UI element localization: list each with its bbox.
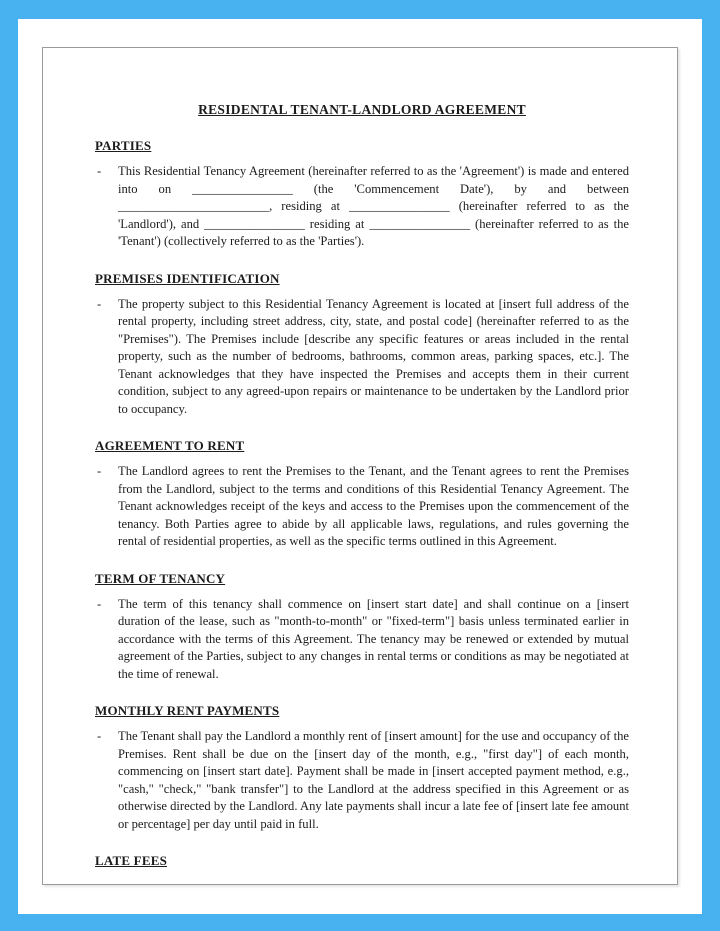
section-paragraph	[95, 596, 629, 684]
bullet-dash: -	[97, 164, 102, 178]
document-section	[95, 270, 629, 419]
document-page	[42, 47, 678, 885]
section-heading: TERM OF TENANCY	[95, 570, 226, 586]
section-paragraph	[95, 463, 629, 551]
section-paragraph	[95, 296, 629, 419]
section-paragraph	[95, 728, 629, 833]
bullet-dash: -	[97, 596, 102, 611]
section-heading: LATE FEES	[95, 853, 167, 868]
document-section	[95, 437, 629, 551]
document-section	[95, 702, 629, 833]
paragraph-text: The Landlord agrees to rent the Premises to the Tenant, and the Tenant agrees to rent the Premises from the Landlord, subject to the terms and conditions of this Residential Tenancy Agreement. The Tenant acknowledges receipt of the keys and access to the Premises upon the commencement of the tenancy. Both Parties agree to abide by all applicable laws, regulations, and rules governing the rental of residential properties, as well as the specific terms outlined in this Agreement.	[118, 464, 629, 548]
section-paragraph	[95, 163, 629, 251]
section-heading: PARTIES	[95, 138, 152, 153]
paragraph-text: The Tenant shall pay the Landlord a monthly rent of [insert amount] for the use and occupancy of the Premises. Rent shall be due on the [insert day of the month, e.g., "first day"] of each month, commencing on [insert start date]. Payment shall be made in [insert accepted payment method, e.g., "cash," "check," "bank transfer"] to the Landlord at the address specified in this Agreement or as otherwise directed by the Landlord. Any late payments shall incur a late fee of [insert late fee amount or percentage] per day until paid in full.	[118, 729, 629, 831]
document-content	[43, 48, 677, 869]
section-heading: AGREEMENT TO RENT	[95, 438, 245, 453]
bullet-dash: -	[97, 296, 102, 311]
paragraph-text: The property subject to this Residential Tenancy Agreement is located at [insert full address of the rental property, including street address, city, state, and postal code] (hereinafter referred to as the "Premises"). The Premises include [describe any specific features or areas included in the rental property, such as the number of bedrooms, bathrooms, common areas, parking spaces, etc.]. The Tenant acknowledges that they have inspected the Premises and accepts them in their current condition, subject to any agreed-upon repairs or maintenance to be undertaken by the Landlord prior to occupancy.	[118, 296, 629, 416]
document-title: RESIDENTAL TENANT-LANDLORD AGREEMENT	[198, 102, 526, 117]
paragraph-text: This Residential Tenancy Agreement (hereinafter referred to as the 'Agreement') is made and entered into on ________________ (the 'Commencement Date'), by and between ________________________, residing at ________________ (hereinafter referred to as the 'Landlord'), and ________________ residing at ________________ (hereinafter referred to as the 'Tenant') (collectively referred to as the 'Parties').	[118, 164, 629, 248]
sections	[95, 137, 629, 869]
bullet-dash: -	[97, 464, 102, 478]
document-section	[95, 852, 629, 869]
document-section	[95, 137, 629, 251]
section-heading: MONTHLY RENT PAYMENTS	[95, 703, 280, 718]
bullet-dash: -	[97, 729, 102, 743]
section-heading: PREMISES IDENTIFICATION	[95, 270, 280, 286]
paragraph-text: The term of this tenancy shall commence on [insert start date] and shall continue on a [insert duration of the lease, such as "month-to-month" or "fixed-term"] basis unless terminated earlier in accordance with the terms of this Agreement. The tenancy may be renewed or extended by mutual agreement of the Parties, subject to any changes in rental terms or conditions as may be negotiated at the time of renewal.	[118, 596, 629, 681]
document-section	[95, 570, 629, 684]
